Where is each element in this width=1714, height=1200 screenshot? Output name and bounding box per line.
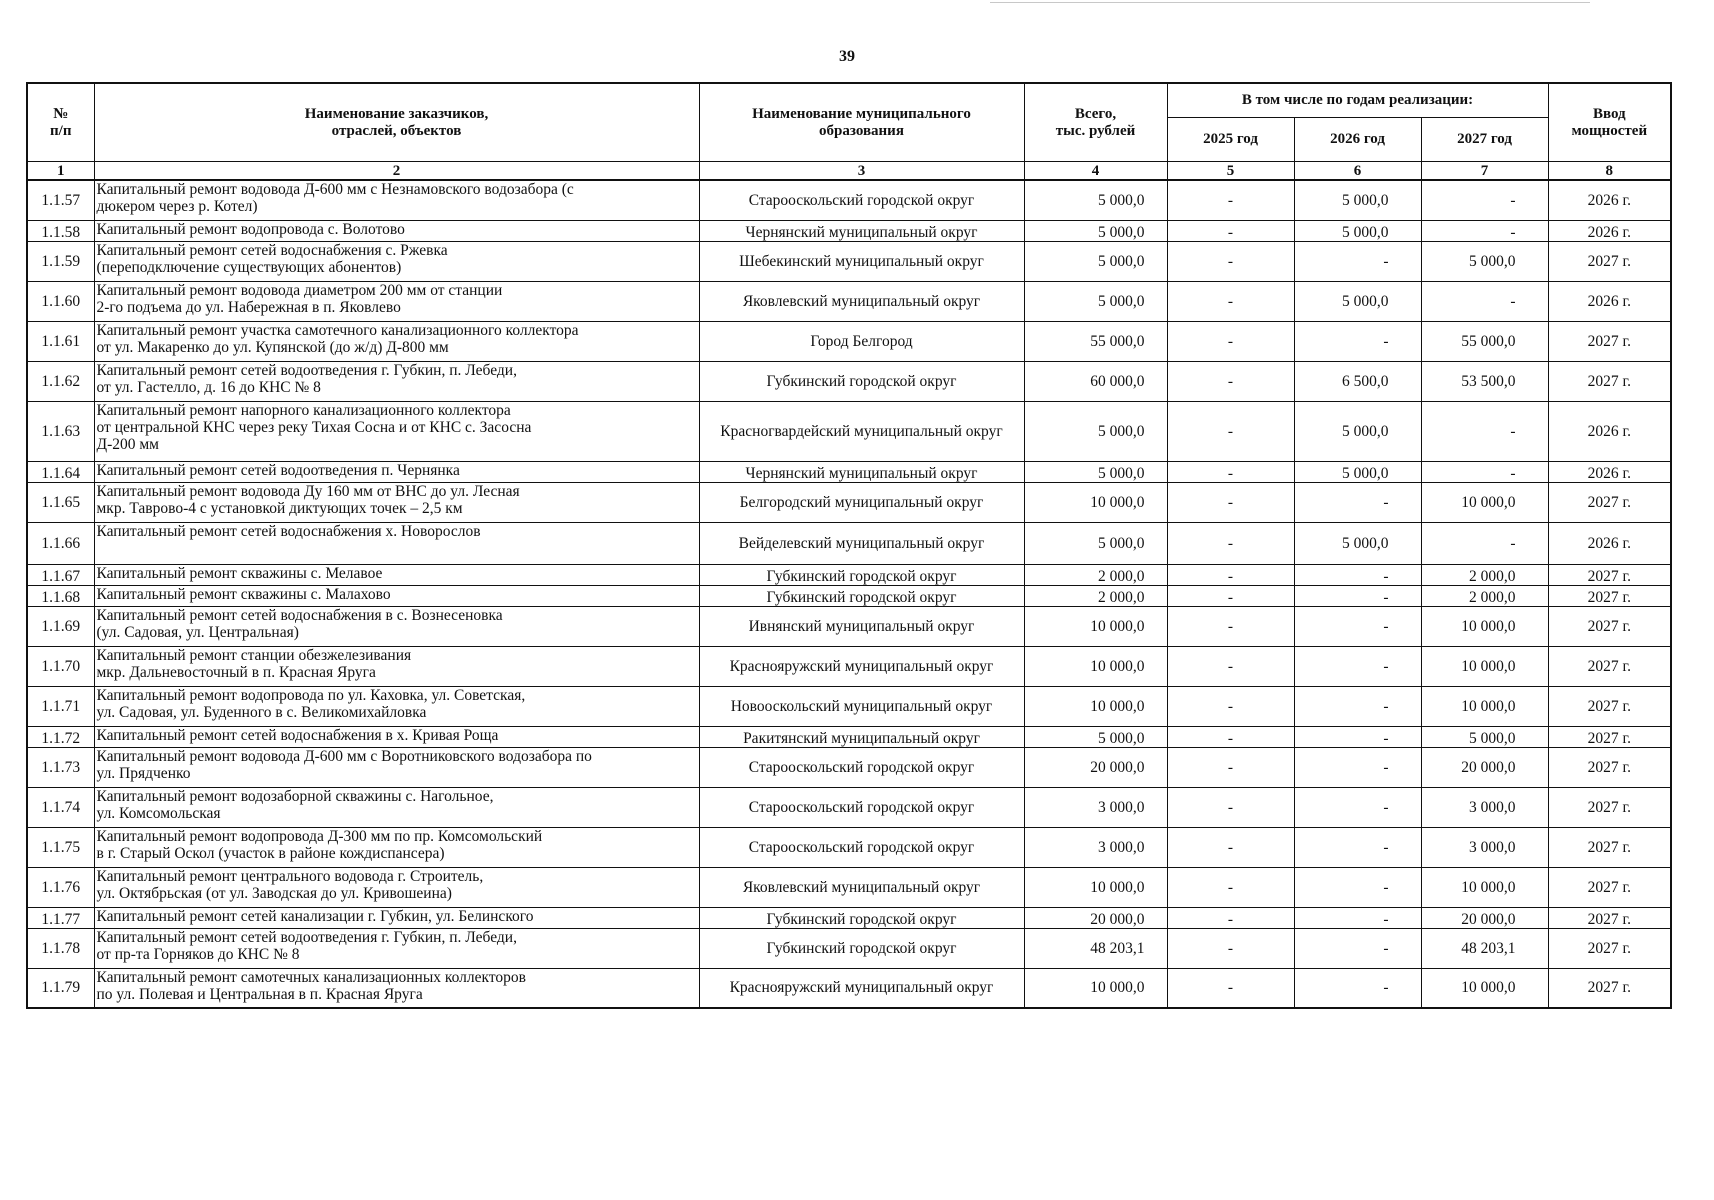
object-name: Капитальный ремонт самотечных канализационных коллекторов по ул. Полевая и Центральная в п. Красная Яруга bbox=[94, 968, 699, 1008]
object-name: Капитальный ремонт сетей водоотведения г. Губкин, п. Лебеди, от пр-та Горняков до КНС № 8 bbox=[94, 928, 699, 968]
header-name: Наименование заказчиков, отраслей, объектов bbox=[94, 83, 699, 162]
object-name: Капитальный ремонт сетей водоотведения г. Губкин, п. Лебеди, от ул. Гастелло, д. 16 до КНС № 8 bbox=[94, 361, 699, 401]
amount-2026: 5 000,0 bbox=[1294, 180, 1421, 220]
row-number: 1.1.77 bbox=[27, 907, 94, 928]
table-row bbox=[27, 827, 1671, 867]
table-row bbox=[27, 646, 1671, 686]
object-name: Капитальный ремонт водовода Д-600 мм с Незнамовского водозабора (с дюкером через р. Котел) bbox=[94, 180, 699, 220]
commission-year: 2027 г. bbox=[1548, 686, 1671, 726]
amount-2026: 5 000,0 bbox=[1294, 522, 1421, 564]
total-amount: 48 203,1 bbox=[1024, 928, 1167, 968]
commission-year: 2027 г. bbox=[1548, 907, 1671, 928]
amount-2027: - bbox=[1421, 281, 1548, 321]
header-2027: 2027 год bbox=[1421, 118, 1548, 162]
municipality-name: Белгородский муниципальный округ bbox=[699, 482, 1024, 522]
municipality-name: Краснояружский муниципальный округ bbox=[699, 968, 1024, 1008]
amount-2026: 6 500,0 bbox=[1294, 361, 1421, 401]
amount-2026: - bbox=[1294, 606, 1421, 646]
object-name: Капитальный ремонт водозаборной скважины с. Нагольное, ул. Комсомольская bbox=[94, 787, 699, 827]
row-number: 1.1.73 bbox=[27, 747, 94, 787]
amount-2025: - bbox=[1167, 361, 1294, 401]
table-row bbox=[27, 241, 1671, 281]
amount-2025: - bbox=[1167, 482, 1294, 522]
total-amount: 5 000,0 bbox=[1024, 220, 1167, 241]
row-number: 1.1.66 bbox=[27, 522, 94, 564]
object-name: Капитальный ремонт сетей водоснабжения х. Новорослов bbox=[94, 522, 699, 564]
object-name: Капитальный ремонт водопровода с. Волотово bbox=[94, 220, 699, 241]
object-name: Капитальный ремонт сетей водоснабжения в х. Кривая Роща bbox=[94, 726, 699, 747]
municipality-name: Яковлевский муниципальный округ bbox=[699, 867, 1024, 907]
row-number: 1.1.59 bbox=[27, 241, 94, 281]
row-number: 1.1.71 bbox=[27, 686, 94, 726]
table-row bbox=[27, 686, 1671, 726]
row-number: 1.1.60 bbox=[27, 281, 94, 321]
total-amount: 2 000,0 bbox=[1024, 585, 1167, 606]
header-2025: 2025 год bbox=[1167, 118, 1294, 162]
row-number: 1.1.76 bbox=[27, 867, 94, 907]
total-amount: 10 000,0 bbox=[1024, 606, 1167, 646]
amount-2025: - bbox=[1167, 646, 1294, 686]
municipality-name: Чернянский муниципальный округ bbox=[699, 220, 1024, 241]
municipality-name: Красногвардейский муниципальный округ bbox=[699, 401, 1024, 461]
municipality-name: Губкинский городской округ bbox=[699, 928, 1024, 968]
amount-2027: - bbox=[1421, 220, 1548, 241]
municipality-name: Краснояружский муниципальный округ bbox=[699, 646, 1024, 686]
municipality-name: Яковлевский муниципальный округ bbox=[699, 281, 1024, 321]
column-number: 3 bbox=[699, 162, 1024, 181]
table-row bbox=[27, 401, 1671, 461]
object-name: Капитальный ремонт водопровода по ул. Каховка, ул. Советская, ул. Садовая, ул. Буденного в с. Великомихайловка bbox=[94, 686, 699, 726]
table-row bbox=[27, 482, 1671, 522]
amount-2027: 2 000,0 bbox=[1421, 585, 1548, 606]
page-number: 39 bbox=[839, 48, 855, 65]
commission-year: 2027 г. bbox=[1548, 482, 1671, 522]
row-number: 1.1.67 bbox=[27, 564, 94, 585]
total-amount: 5 000,0 bbox=[1024, 401, 1167, 461]
column-number: 8 bbox=[1548, 162, 1671, 181]
commission-year: 2027 г. bbox=[1548, 606, 1671, 646]
commission-year: 2027 г. bbox=[1548, 361, 1671, 401]
total-amount: 5 000,0 bbox=[1024, 522, 1167, 564]
commission-year: 2026 г. bbox=[1548, 522, 1671, 564]
object-name: Капитальный ремонт водовода Д-600 мм с Воротниковского водозабора по ул. Прядченко bbox=[94, 747, 699, 787]
amount-2027: - bbox=[1421, 180, 1548, 220]
total-amount: 5 000,0 bbox=[1024, 180, 1167, 220]
amount-2027: 3 000,0 bbox=[1421, 827, 1548, 867]
municipality-name: Губкинский городской округ bbox=[699, 585, 1024, 606]
amount-2026: - bbox=[1294, 585, 1421, 606]
commission-year: 2027 г. bbox=[1548, 321, 1671, 361]
amount-2027: 10 000,0 bbox=[1421, 606, 1548, 646]
amount-2027: 10 000,0 bbox=[1421, 686, 1548, 726]
table-row bbox=[27, 361, 1671, 401]
row-number: 1.1.72 bbox=[27, 726, 94, 747]
header-2026: 2026 год bbox=[1294, 118, 1421, 162]
amount-2026: - bbox=[1294, 928, 1421, 968]
total-amount: 55 000,0 bbox=[1024, 321, 1167, 361]
total-amount: 20 000,0 bbox=[1024, 907, 1167, 928]
row-number: 1.1.68 bbox=[27, 585, 94, 606]
table-body bbox=[27, 180, 1671, 1008]
amount-2025: - bbox=[1167, 461, 1294, 482]
row-number: 1.1.69 bbox=[27, 606, 94, 646]
amount-2026: 5 000,0 bbox=[1294, 281, 1421, 321]
municipality-name: Старооскольский городской округ bbox=[699, 747, 1024, 787]
total-amount: 5 000,0 bbox=[1024, 281, 1167, 321]
amount-2026: - bbox=[1294, 726, 1421, 747]
column-number: 5 bbox=[1167, 162, 1294, 181]
column-number: 7 bbox=[1421, 162, 1548, 181]
object-name: Капитальный ремонт скважины с. Малахово bbox=[94, 585, 699, 606]
municipality-name: Вейделевский муниципальный округ bbox=[699, 522, 1024, 564]
municipality-name: Новооскольский муниципальный округ bbox=[699, 686, 1024, 726]
table-row bbox=[27, 928, 1671, 968]
scan-edge-line bbox=[990, 2, 1590, 3]
row-number: 1.1.63 bbox=[27, 401, 94, 461]
total-amount: 5 000,0 bbox=[1024, 241, 1167, 281]
object-name: Капитальный ремонт сетей канализации г. Губкин, ул. Белинского bbox=[94, 907, 699, 928]
row-number: 1.1.79 bbox=[27, 968, 94, 1008]
municipality-name: Старооскольский городской округ bbox=[699, 827, 1024, 867]
total-amount: 20 000,0 bbox=[1024, 747, 1167, 787]
total-amount: 10 000,0 bbox=[1024, 646, 1167, 686]
object-name: Капитальный ремонт станции обезжелезивания мкр. Дальневосточный в п. Красная Яруга bbox=[94, 646, 699, 686]
commission-year: 2027 г. bbox=[1548, 867, 1671, 907]
amount-2026: - bbox=[1294, 867, 1421, 907]
column-number: 1 bbox=[27, 162, 94, 181]
table-row bbox=[27, 522, 1671, 564]
object-name: Капитальный ремонт сетей водоснабжения с. Ржевка (переподключение существующих абонентов) bbox=[94, 241, 699, 281]
table-row bbox=[27, 585, 1671, 606]
object-name: Капитальный ремонт напорного канализационного коллектора от центральной КНС через реку Тихая Сосна и от КНС с. Засосна Д-200 мм bbox=[94, 401, 699, 461]
amount-2027: 20 000,0 bbox=[1421, 747, 1548, 787]
amount-2025: - bbox=[1167, 180, 1294, 220]
object-name: Капитальный ремонт водовода диаметром 200 мм от станции 2-го подъема до ул. Набережная в п. Яковлево bbox=[94, 281, 699, 321]
amount-2027: 10 000,0 bbox=[1421, 482, 1548, 522]
row-number: 1.1.64 bbox=[27, 461, 94, 482]
column-number: 4 bbox=[1024, 162, 1167, 181]
total-amount: 10 000,0 bbox=[1024, 686, 1167, 726]
municipality-name: Чернянский муниципальный округ bbox=[699, 461, 1024, 482]
commission-year: 2026 г. bbox=[1548, 220, 1671, 241]
table-row bbox=[27, 281, 1671, 321]
amount-2027: 3 000,0 bbox=[1421, 787, 1548, 827]
amount-2026: - bbox=[1294, 968, 1421, 1008]
amount-2026: - bbox=[1294, 827, 1421, 867]
header-num: № п/п bbox=[27, 83, 94, 162]
amount-2026: - bbox=[1294, 482, 1421, 522]
amount-2027: 10 000,0 bbox=[1421, 646, 1548, 686]
amount-2027: 5 000,0 bbox=[1421, 241, 1548, 281]
municipality-name: Ракитянский муниципальный округ bbox=[699, 726, 1024, 747]
row-number: 1.1.70 bbox=[27, 646, 94, 686]
row-number: 1.1.78 bbox=[27, 928, 94, 968]
municipality-name: Старооскольский городской округ bbox=[699, 180, 1024, 220]
amount-2025: - bbox=[1167, 968, 1294, 1008]
amount-2025: - bbox=[1167, 220, 1294, 241]
amount-2025: - bbox=[1167, 827, 1294, 867]
amount-2025: - bbox=[1167, 726, 1294, 747]
amount-2027: - bbox=[1421, 461, 1548, 482]
total-amount: 10 000,0 bbox=[1024, 867, 1167, 907]
amount-2025: - bbox=[1167, 686, 1294, 726]
amount-2025: - bbox=[1167, 281, 1294, 321]
amount-2025: - bbox=[1167, 928, 1294, 968]
table-row bbox=[27, 564, 1671, 585]
column-number: 6 bbox=[1294, 162, 1421, 181]
table-row bbox=[27, 787, 1671, 827]
amount-2026: - bbox=[1294, 747, 1421, 787]
amount-2025: - bbox=[1167, 401, 1294, 461]
municipality-name: Старооскольский городской округ bbox=[699, 787, 1024, 827]
object-name: Капитальный ремонт сетей водоотведения п. Чернянка bbox=[94, 461, 699, 482]
municipality-name: Город Белгород bbox=[699, 321, 1024, 361]
amount-2025: - bbox=[1167, 241, 1294, 281]
table-row bbox=[27, 867, 1671, 907]
amount-2026: 5 000,0 bbox=[1294, 401, 1421, 461]
municipality-name: Шебекинский муниципальный округ bbox=[699, 241, 1024, 281]
table-row bbox=[27, 461, 1671, 482]
amount-2025: - bbox=[1167, 585, 1294, 606]
total-amount: 60 000,0 bbox=[1024, 361, 1167, 401]
row-number: 1.1.57 bbox=[27, 180, 94, 220]
amount-2026: - bbox=[1294, 787, 1421, 827]
commission-year: 2027 г. bbox=[1548, 564, 1671, 585]
total-amount: 5 000,0 bbox=[1024, 726, 1167, 747]
amount-2025: - bbox=[1167, 907, 1294, 928]
amount-2027: 2 000,0 bbox=[1421, 564, 1548, 585]
commission-year: 2026 г. bbox=[1548, 180, 1671, 220]
table-row bbox=[27, 220, 1671, 241]
amount-2026: - bbox=[1294, 907, 1421, 928]
total-amount: 5 000,0 bbox=[1024, 461, 1167, 482]
amount-2027: - bbox=[1421, 401, 1548, 461]
commission-year: 2027 г. bbox=[1548, 787, 1671, 827]
amount-2026: - bbox=[1294, 321, 1421, 361]
amount-2025: - bbox=[1167, 522, 1294, 564]
object-name: Капитальный ремонт сетей водоснабжения в с. Вознесеновка (ул. Садовая, ул. Центральная) bbox=[94, 606, 699, 646]
amount-2026: - bbox=[1294, 564, 1421, 585]
commission-year: 2027 г. bbox=[1548, 726, 1671, 747]
amount-2026: - bbox=[1294, 241, 1421, 281]
table-row bbox=[27, 726, 1671, 747]
row-number: 1.1.62 bbox=[27, 361, 94, 401]
commission-year: 2027 г. bbox=[1548, 968, 1671, 1008]
amount-2025: - bbox=[1167, 747, 1294, 787]
total-amount: 3 000,0 bbox=[1024, 827, 1167, 867]
amount-2026: 5 000,0 bbox=[1294, 220, 1421, 241]
header-total: Всего, тыс. рублей bbox=[1024, 83, 1167, 162]
amount-2025: - bbox=[1167, 564, 1294, 585]
commission-year: 2027 г. bbox=[1548, 646, 1671, 686]
commission-year: 2026 г. bbox=[1548, 401, 1671, 461]
amount-2025: - bbox=[1167, 867, 1294, 907]
amount-2027: - bbox=[1421, 522, 1548, 564]
object-name: Капитальный ремонт водопровода Д-300 мм по пр. Комсомольский в г. Старый Оскол (участок в районе кождиспансера) bbox=[94, 827, 699, 867]
amount-2026: - bbox=[1294, 646, 1421, 686]
amount-2025: - bbox=[1167, 321, 1294, 361]
object-name: Капитальный ремонт участка самотечного канализационного коллектора от ул. Макаренко до ул. Купянской (до ж/д) Д-800 мм bbox=[94, 321, 699, 361]
municipality-name: Губкинский городской округ bbox=[699, 361, 1024, 401]
commission-year: 2027 г. bbox=[1548, 747, 1671, 787]
amount-2025: - bbox=[1167, 787, 1294, 827]
amount-2026: 5 000,0 bbox=[1294, 461, 1421, 482]
commission-year: 2027 г. bbox=[1548, 585, 1671, 606]
amount-2025: - bbox=[1167, 606, 1294, 646]
object-name: Капитальный ремонт центрального водовода г. Строитель, ул. Октябрьская (от ул. Заводская до ул. Кривошеина) bbox=[94, 867, 699, 907]
header-years-group: В том числе по годам реализации: bbox=[1167, 83, 1548, 118]
row-number: 1.1.61 bbox=[27, 321, 94, 361]
amount-2027: 20 000,0 bbox=[1421, 907, 1548, 928]
row-number: 1.1.75 bbox=[27, 827, 94, 867]
municipality-name: Губкинский городской округ bbox=[699, 564, 1024, 585]
commission-year: 2027 г. bbox=[1548, 827, 1671, 867]
total-amount: 10 000,0 bbox=[1024, 968, 1167, 1008]
table-row bbox=[27, 321, 1671, 361]
municipality-name: Ивнянский муниципальный округ bbox=[699, 606, 1024, 646]
commission-year: 2026 г. bbox=[1548, 461, 1671, 482]
total-amount: 10 000,0 bbox=[1024, 482, 1167, 522]
amount-2027: 53 500,0 bbox=[1421, 361, 1548, 401]
amount-2026: - bbox=[1294, 686, 1421, 726]
table-row bbox=[27, 907, 1671, 928]
header-commission: Ввод мощностей bbox=[1548, 83, 1671, 162]
table-row bbox=[27, 968, 1671, 1008]
commission-year: 2027 г. bbox=[1548, 928, 1671, 968]
header-municipality: Наименование муниципального образования bbox=[699, 83, 1024, 162]
amount-2027: 48 203,1 bbox=[1421, 928, 1548, 968]
object-name: Капитальный ремонт скважины с. Мелавое bbox=[94, 564, 699, 585]
amount-2027: 5 000,0 bbox=[1421, 726, 1548, 747]
commission-year: 2027 г. bbox=[1548, 241, 1671, 281]
amount-2027: 10 000,0 bbox=[1421, 968, 1548, 1008]
total-amount: 2 000,0 bbox=[1024, 564, 1167, 585]
total-amount: 3 000,0 bbox=[1024, 787, 1167, 827]
table-row bbox=[27, 606, 1671, 646]
table-row bbox=[27, 747, 1671, 787]
municipality-name: Губкинский городской округ bbox=[699, 907, 1024, 928]
object-name: Капитальный ремонт водовода Ду 160 мм от ВНС до ул. Лесная мкр. Таврово-4 с установкой диктующих точек – 2,5 км bbox=[94, 482, 699, 522]
commission-year: 2026 г. bbox=[1548, 281, 1671, 321]
amount-2027: 10 000,0 bbox=[1421, 867, 1548, 907]
row-number: 1.1.65 bbox=[27, 482, 94, 522]
table-row bbox=[27, 180, 1671, 220]
investment-table bbox=[26, 82, 1672, 1009]
row-number: 1.1.58 bbox=[27, 220, 94, 241]
row-number: 1.1.74 bbox=[27, 787, 94, 827]
amount-2027: 55 000,0 bbox=[1421, 321, 1548, 361]
column-number: 2 bbox=[94, 162, 699, 181]
